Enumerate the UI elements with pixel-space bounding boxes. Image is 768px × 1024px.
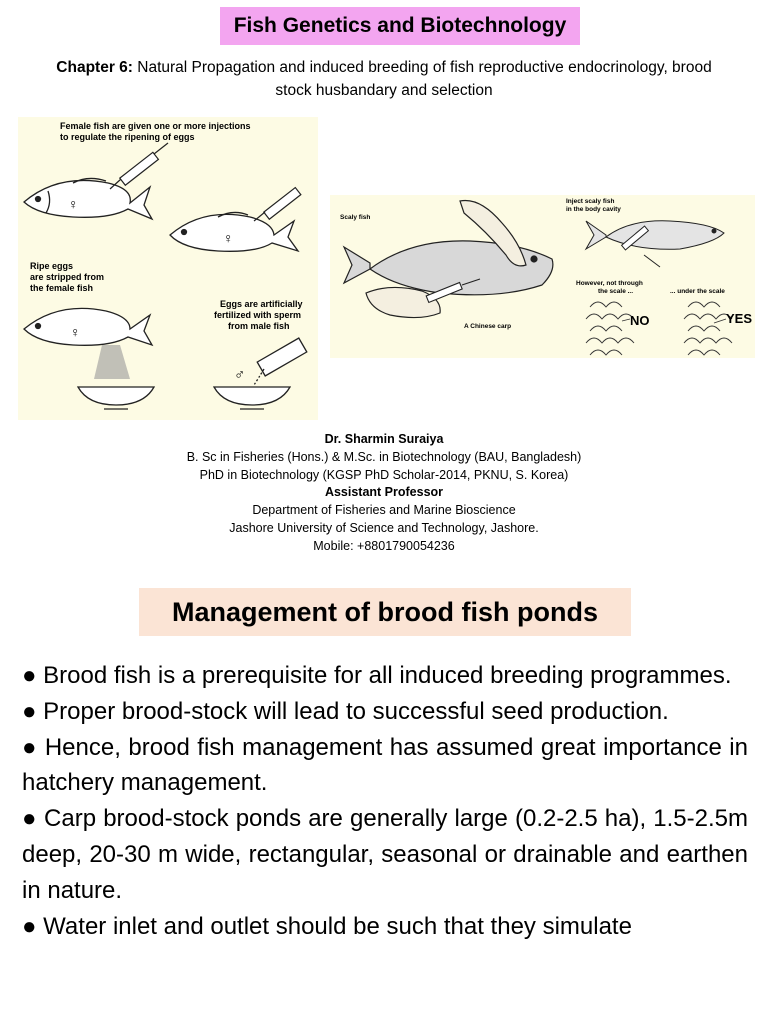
caption-eggs-line3: the female fish: [30, 283, 94, 293]
caption-fert-line2: fertilized with sperm: [214, 310, 302, 320]
syringe-icon-2: [254, 188, 301, 221]
author-department: Department of Fisheries and Marine Bioscience: [252, 503, 516, 518]
chapter-heading: [40, 56, 728, 102]
author-block: [0, 431, 768, 556]
breeding-illustration: [18, 117, 318, 420]
syringe-icon: [110, 143, 168, 189]
author-degree-1: B. Sc in Fisheries (Hons.) & M.Sc. in Biotechnology (BAU, Bangladesh): [186, 449, 582, 464]
bullet-item: ● Brood fish is a prerequisite for all induced breeding programmes.: [22, 662, 732, 689]
sperm-tube-icon: [254, 338, 307, 385]
bullet-item: ● Water inlet and outlet should be such that they simulate: [22, 912, 632, 940]
author-name: Dr. Sharmin Suraiya: [324, 432, 444, 446]
eggs-stream: [94, 345, 130, 379]
scale-pattern-no: [586, 302, 634, 355]
bowl-icon-2: [214, 387, 290, 409]
female-symbol-2: ♀: [223, 230, 234, 246]
label-under-scale: ... under the scale: [670, 288, 725, 295]
chapter-text: Natural Propagation and induced breeding of fish reproductive endocrinology, brood stock husbandary and selection: [137, 59, 712, 99]
label-yes: YES: [726, 311, 753, 326]
label-scaly-fish: Scaly fish: [340, 214, 371, 221]
female-fish-3: [24, 308, 152, 345]
injection-diagram: [330, 195, 755, 358]
section-title-text: Management of brood fish ponds: [172, 596, 598, 627]
label-no: NO: [630, 313, 650, 328]
caption-injection-line1: Female fish are given one or more injections: [60, 121, 251, 131]
label-chinese-carp: A Chinese carp: [464, 323, 512, 330]
female-symbol-3: ♀: [70, 324, 81, 340]
label-inject-line1: Inject scaly fish: [566, 198, 615, 205]
bullet-item: ● Hence, brood fish management has assumed great importance in hatchery management.: [22, 733, 748, 797]
chapter-label: Chapter 6:: [56, 59, 133, 76]
author-degree-2: PhD in Biotechnology (KGSP PhD Scholar-2014, PKNU, S. Korea): [199, 467, 569, 482]
female-fish-1: [24, 178, 152, 219]
male-symbol: ♂: [234, 366, 246, 383]
label-inject-line2: in the body cavity: [566, 206, 621, 213]
document-title-text: Fish Genetics and Biotechnology: [233, 14, 567, 37]
section-title: [139, 588, 631, 636]
caption-fert-line1: Eggs are artificially: [220, 299, 303, 309]
caption-injection-line2: to regulate the ripening of eggs: [60, 132, 195, 142]
female-fish-2: [170, 212, 298, 251]
bowl-icon: [78, 387, 154, 409]
female-symbol-1: ♀: [68, 196, 79, 212]
bullet-list: [22, 658, 748, 944]
scale-pattern-yes: [684, 302, 732, 355]
small-fish: [586, 221, 724, 249]
caption-eggs-line1: Ripe eggs: [30, 261, 74, 271]
bullet-item: ● Proper brood-stock will lead to successful seed production.: [22, 697, 669, 725]
author-university: Jashore University of Science and Technology, Jashore.: [229, 520, 539, 535]
label-however-line2: the scale ...: [598, 288, 634, 295]
document-title: [220, 7, 580, 45]
breeding-diagram: [18, 117, 318, 420]
author-position: Assistant Professor: [324, 485, 444, 500]
injection-illustration: [330, 195, 755, 358]
bullet-item: ● Carp brood-stock ponds are generally large (0.2-2.5 ha), 1.5-2.5m deep, 20-30 m wide, rectangular, seasonal or drainable and earthen in nature.: [22, 805, 748, 904]
author-mobile: Mobile: +8801790054236: [313, 538, 455, 553]
label-however-line1: However, not through: [576, 280, 643, 287]
caption-fert-line3: from male fish: [228, 321, 290, 331]
caption-eggs-line2: are stripped from: [30, 272, 105, 282]
